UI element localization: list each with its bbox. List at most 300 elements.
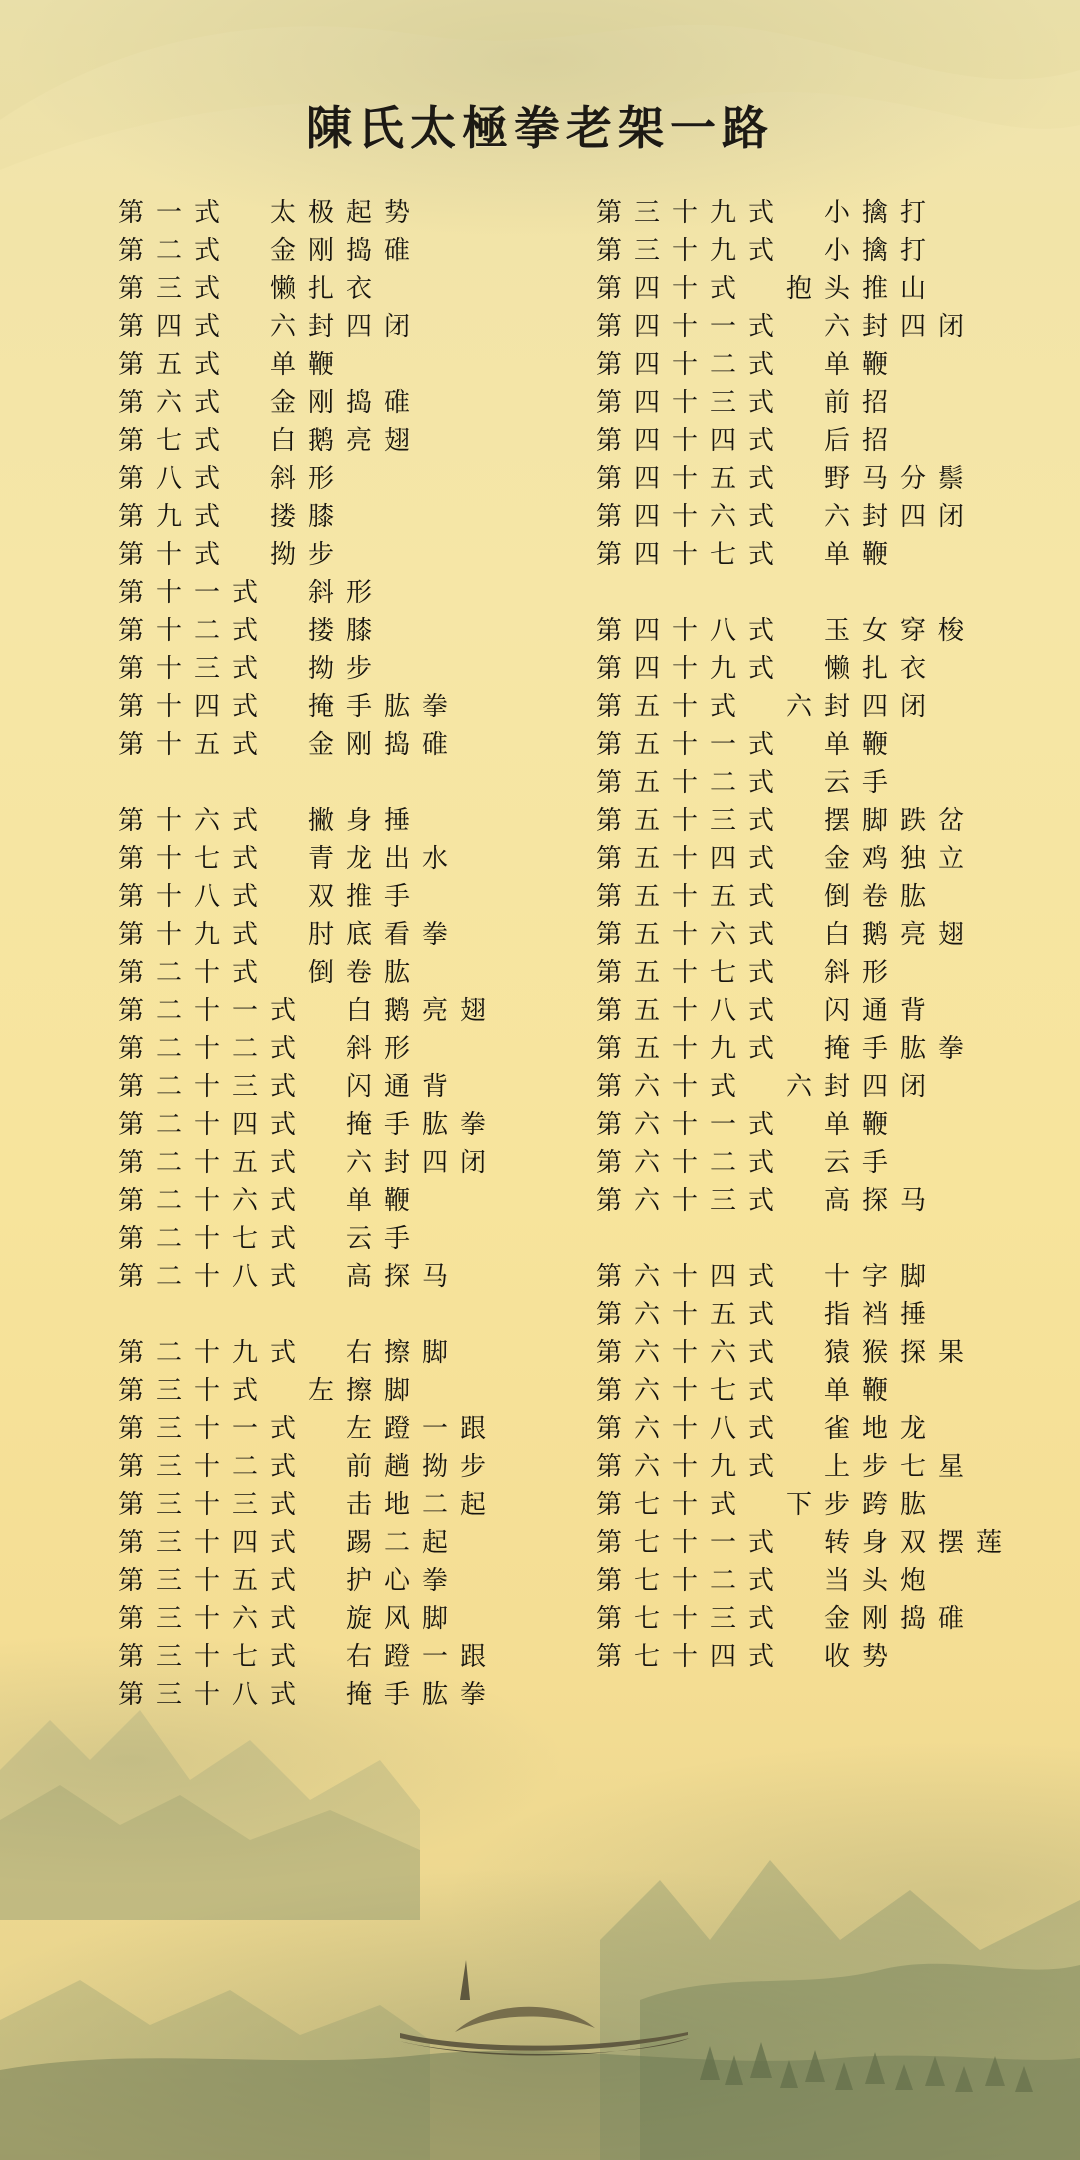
glyph: 卷 (345, 958, 372, 988)
glyph: 第 (595, 692, 622, 722)
glyph: 转 (823, 1528, 850, 1558)
form-list-item (112, 1036, 532, 1074)
glyph: 肱 (421, 1680, 448, 1710)
glyph: 第 (595, 540, 622, 570)
glyph: 式 (193, 274, 220, 304)
glyph: 撇 (307, 806, 334, 836)
glyph: 式 (231, 654, 258, 684)
glyph: 招 (861, 426, 888, 456)
glyph: 五 (231, 1566, 258, 1596)
glyph: 鞭 (307, 350, 334, 380)
glyph (226, 428, 264, 454)
glyph: 五 (155, 350, 182, 380)
glyph: 四 (633, 350, 660, 380)
glyph: 式 (747, 1110, 774, 1140)
glyph: 脚 (421, 1338, 448, 1368)
glyph: 第 (595, 1110, 622, 1140)
glyph: 十 (193, 1452, 220, 1482)
glyph: 十 (671, 426, 698, 456)
glyph: 式 (747, 350, 774, 380)
glyph (780, 656, 818, 682)
glyph: 五 (633, 692, 660, 722)
glyph: 式 (269, 1680, 296, 1710)
glyph: 八 (155, 464, 182, 494)
glyph: 四 (899, 312, 926, 342)
glyph (226, 466, 264, 492)
form-list-item (112, 580, 532, 618)
glyph: 十 (193, 1148, 220, 1178)
glyph: 斜 (823, 958, 850, 988)
glyph: 十 (671, 1110, 698, 1140)
glyph: 式 (269, 1490, 296, 1520)
glyph: 七 (709, 1376, 736, 1406)
glyph: 跟 (459, 1414, 486, 1444)
glyph: 一 (421, 1414, 448, 1444)
glyph: 脚 (899, 1262, 926, 1292)
glyph: 式 (269, 1186, 296, 1216)
glyph: 第 (117, 1642, 144, 1672)
glyph: 式 (193, 312, 220, 342)
glyph: 式 (231, 730, 258, 760)
glyph: 第 (595, 1566, 622, 1596)
form-list-item (112, 466, 532, 504)
glyph (780, 884, 818, 910)
glyph: 十 (671, 1300, 698, 1330)
glyph: 二 (155, 958, 182, 988)
glyph (780, 1530, 818, 1556)
glyph: 十 (193, 1110, 220, 1140)
glyph: 推 (345, 882, 372, 912)
glyph: 第 (595, 350, 622, 380)
glyph: 五 (709, 882, 736, 912)
form-list-item (112, 884, 532, 922)
form-list-item (590, 1112, 1030, 1150)
glyph: 鞭 (861, 1376, 888, 1406)
glyph: 式 (193, 198, 220, 228)
glyph: 十 (671, 388, 698, 418)
glyph: 式 (747, 616, 774, 646)
glyph (302, 1226, 340, 1252)
glyph: 第 (595, 654, 622, 684)
glyph: 闭 (899, 1072, 926, 1102)
glyph: 二 (709, 768, 736, 798)
glyph: 跌 (899, 806, 926, 836)
glyph: 果 (937, 1338, 964, 1368)
glyph: 炮 (899, 1566, 926, 1596)
glyph: 第 (117, 236, 144, 266)
glyph: 斜 (345, 1034, 372, 1064)
glyph: 山 (899, 274, 926, 304)
form-list-item (590, 238, 1030, 276)
glyph: 鹅 (383, 996, 410, 1026)
glyph: 式 (269, 1642, 296, 1672)
glyph: 式 (747, 1376, 774, 1406)
form-list-item (112, 922, 532, 960)
glyph: 七 (231, 1642, 258, 1672)
glyph: 六 (709, 1338, 736, 1368)
glyph: 十 (671, 1338, 698, 1368)
form-list-item (112, 352, 532, 390)
form-list-item (112, 1340, 532, 1378)
glyph: 三 (709, 806, 736, 836)
glyph (742, 1492, 780, 1518)
glyph (780, 466, 818, 492)
glyph: 懒 (269, 274, 296, 304)
glyph: 式 (747, 198, 774, 228)
glyph: 第 (595, 1376, 622, 1406)
glyph: 式 (709, 1490, 736, 1520)
glyph: 鞭 (861, 540, 888, 570)
glyph: 五 (633, 844, 660, 874)
glyph: 六 (709, 502, 736, 532)
glyph: 十 (671, 882, 698, 912)
glyph: 五 (633, 730, 660, 760)
glyph: 一 (421, 1642, 448, 1672)
glyph: 第 (595, 502, 622, 532)
glyph: 马 (861, 464, 888, 494)
glyph: 式 (747, 882, 774, 912)
glyph: 探 (861, 1186, 888, 1216)
glyph: 第 (595, 312, 622, 342)
glyph (264, 922, 302, 948)
form-list-item (112, 1416, 532, 1454)
glyph: 翅 (937, 920, 964, 950)
glyph: 十 (671, 464, 698, 494)
glyph: 十 (155, 616, 182, 646)
glyph: 十 (155, 730, 182, 760)
glyph: 十 (193, 1338, 220, 1368)
form-list-item (112, 1150, 532, 1188)
glyph: 八 (231, 1262, 258, 1292)
glyph: 三 (155, 1528, 182, 1558)
glyph: 十 (155, 692, 182, 722)
form-list-item (590, 656, 1030, 694)
glyph: 猴 (861, 1338, 888, 1368)
glyph: 式 (747, 806, 774, 836)
glyph: 闪 (823, 996, 850, 1026)
glyph: 八 (709, 616, 736, 646)
form-list-item (590, 808, 1030, 846)
form-list-item (590, 1340, 1030, 1378)
glyph: 击 (345, 1490, 372, 1520)
glyph: 第 (595, 730, 622, 760)
glyph (302, 1492, 340, 1518)
glyph: 十 (193, 1186, 220, 1216)
glyph: 十 (671, 996, 698, 1026)
form-list-item (590, 770, 1030, 808)
glyph: 十 (671, 1262, 698, 1292)
glyph: 双 (307, 882, 334, 912)
form-list-item (590, 314, 1030, 352)
glyph: 四 (861, 692, 888, 722)
glyph: 式 (747, 920, 774, 950)
glyph: 鞭 (861, 350, 888, 380)
glyph: 前 (823, 388, 850, 418)
form-list-item (590, 428, 1030, 466)
glyph (302, 1568, 340, 1594)
glyph (780, 1416, 818, 1442)
glyph: 探 (899, 1338, 926, 1368)
glyph: 第 (117, 1604, 144, 1634)
form-list-item (590, 1378, 1030, 1416)
glyph: 十 (193, 1414, 220, 1444)
glyph: 第 (595, 844, 622, 874)
form-list-item (590, 732, 1030, 770)
glyph (780, 1112, 818, 1138)
glyph: 鞭 (861, 1110, 888, 1140)
glyph: 第 (117, 312, 144, 342)
glyph: 三 (155, 274, 182, 304)
glyph: 肱 (421, 1110, 448, 1140)
glyph: 趟 (383, 1452, 410, 1482)
glyph: 拗 (269, 540, 296, 570)
glyph: 式 (747, 1300, 774, 1330)
glyph (226, 314, 264, 340)
glyph: 单 (823, 1376, 850, 1406)
glyph: 梭 (937, 616, 964, 646)
glyph: 金 (269, 236, 296, 266)
form-list-item (112, 808, 532, 846)
glyph: 鹅 (307, 426, 334, 456)
glyph: 二 (383, 1528, 410, 1558)
glyph: 式 (747, 464, 774, 494)
glyph: 十 (671, 844, 698, 874)
glyph: 六 (633, 1300, 660, 1330)
glyph: 二 (421, 1490, 448, 1520)
form-list-item (112, 1492, 532, 1530)
glyph (226, 390, 264, 416)
glyph: 三 (155, 1566, 182, 1596)
glyph: 三 (709, 388, 736, 418)
glyph: 第 (595, 1414, 622, 1444)
glyph: 云 (823, 1148, 850, 1178)
glyph (780, 1302, 818, 1328)
form-list-item (112, 694, 532, 732)
glyph: 三 (231, 1490, 258, 1520)
glyph: 五 (633, 920, 660, 950)
glyph: 右 (345, 1642, 372, 1672)
glyph: 式 (193, 540, 220, 570)
glyph (780, 542, 818, 568)
form-list-item (112, 846, 532, 884)
glyph: 第 (117, 388, 144, 418)
glyph: 七 (633, 1566, 660, 1596)
glyph: 十 (823, 1262, 850, 1292)
glyph: 式 (747, 996, 774, 1026)
glyph (780, 1150, 818, 1176)
glyph: 擦 (383, 1338, 410, 1368)
glyph: 三 (155, 1376, 182, 1406)
glyph: 收 (823, 1642, 850, 1672)
glyph: 三 (155, 1414, 182, 1444)
glyph: 打 (899, 236, 926, 266)
glyph: 卷 (861, 882, 888, 912)
glyph: 势 (383, 198, 410, 228)
glyph: 十 (671, 1642, 698, 1672)
glyph: 第 (117, 1186, 144, 1216)
glyph: 九 (709, 1034, 736, 1064)
glyph: 式 (231, 616, 258, 646)
glyph: 第 (595, 1642, 622, 1672)
glyph: 五 (633, 768, 660, 798)
glyph: 六 (633, 1338, 660, 1368)
glyph: 式 (747, 1414, 774, 1444)
glyph: 式 (193, 236, 220, 266)
list-spacer (112, 770, 532, 808)
glyph: 右 (345, 1338, 372, 1368)
glyph: 式 (231, 1376, 258, 1406)
glyph: 八 (231, 1680, 258, 1710)
glyph: 十 (193, 1680, 220, 1710)
glyph: 第 (595, 768, 622, 798)
glyph: 手 (383, 1224, 410, 1254)
form-list-item (590, 1454, 1030, 1492)
glyph: 九 (155, 502, 182, 532)
glyph: 马 (899, 1186, 926, 1216)
glyph: 十 (671, 1072, 698, 1102)
glyph: 第 (595, 1604, 622, 1634)
glyph (226, 238, 264, 264)
glyph (226, 276, 264, 302)
glyph: 第 (595, 1186, 622, 1216)
glyph: 单 (269, 350, 296, 380)
glyph: 式 (231, 806, 258, 836)
glyph: 肱 (899, 882, 926, 912)
glyph: 式 (269, 1604, 296, 1634)
glyph: 十 (671, 502, 698, 532)
glyph: 肱 (383, 692, 410, 722)
glyph: 七 (633, 1490, 660, 1520)
glyph: 探 (383, 1262, 410, 1292)
glyph: 十 (671, 1034, 698, 1064)
glyph: 衣 (345, 274, 372, 304)
glyph: 式 (747, 1566, 774, 1596)
glyph: 一 (231, 996, 258, 1026)
glyph: 四 (633, 502, 660, 532)
glyph (780, 428, 818, 454)
glyph: 四 (193, 692, 220, 722)
glyph: 第 (117, 616, 144, 646)
glyph: 女 (861, 616, 888, 646)
glyph: 第 (595, 274, 622, 304)
form-list-item (112, 1644, 532, 1682)
glyph: 白 (823, 920, 850, 950)
glyph: 双 (899, 1528, 926, 1558)
form-list-item (590, 1036, 1030, 1074)
glyph: 形 (307, 464, 334, 494)
glyph: 封 (861, 502, 888, 532)
form-list-item (590, 998, 1030, 1036)
glyph: 三 (155, 1680, 182, 1710)
form-list-item (590, 1492, 1030, 1530)
glyph: 第 (117, 1528, 144, 1558)
glyph: 碓 (937, 1604, 964, 1634)
glyph: 二 (709, 1566, 736, 1596)
glyph: 掩 (307, 692, 334, 722)
glyph: 式 (747, 1034, 774, 1064)
form-list-item (112, 960, 532, 998)
glyph: 二 (155, 1338, 182, 1368)
glyph: 步 (307, 540, 334, 570)
glyph: 第 (117, 1490, 144, 1520)
glyph: 鞭 (861, 730, 888, 760)
glyph: 第 (595, 1490, 622, 1520)
glyph: 第 (117, 958, 144, 988)
glyph: 第 (595, 464, 622, 494)
glyph: 一 (709, 730, 736, 760)
glyph: 倒 (823, 882, 850, 912)
glyph: 式 (747, 958, 774, 988)
glyph: 第 (117, 426, 144, 456)
glyph: 五 (709, 1300, 736, 1330)
list-spacer (590, 1226, 1030, 1264)
glyph (780, 1188, 818, 1214)
form-list-item (112, 1226, 532, 1264)
glyph: 打 (899, 198, 926, 228)
glyph: 闭 (937, 312, 964, 342)
glyph: 风 (383, 1604, 410, 1634)
form-list-item (112, 200, 532, 238)
glyph: 四 (861, 1072, 888, 1102)
glyph: 马 (421, 1262, 448, 1292)
glyph: 手 (383, 882, 410, 912)
form-list-item (590, 884, 1030, 922)
glyph: 第 (117, 1452, 144, 1482)
glyph: 三 (709, 1186, 736, 1216)
list-spacer (590, 580, 1030, 618)
glyph: 白 (269, 426, 296, 456)
glyph: 六 (633, 1262, 660, 1292)
glyph: 碓 (383, 236, 410, 266)
glyph: 七 (709, 958, 736, 988)
glyph: 五 (231, 1148, 258, 1178)
glyph: 五 (709, 464, 736, 494)
glyph: 式 (747, 654, 774, 684)
glyph: 脚 (421, 1604, 448, 1634)
glyph (264, 884, 302, 910)
glyph: 拳 (459, 1110, 486, 1140)
glyph: 鞭 (383, 1186, 410, 1216)
glyph: 十 (155, 844, 182, 874)
glyph: 手 (383, 1680, 410, 1710)
glyph: 七 (155, 426, 182, 456)
glyph (780, 808, 818, 834)
glyph: 第 (117, 1034, 144, 1064)
glyph: 上 (823, 1452, 850, 1482)
glyph (780, 732, 818, 758)
glyph: 碓 (421, 730, 448, 760)
glyph (780, 390, 818, 416)
glyph (302, 998, 340, 1024)
glyph: 九 (709, 654, 736, 684)
glyph: 式 (231, 844, 258, 874)
glyph: 二 (155, 1224, 182, 1254)
form-list-item (590, 618, 1030, 656)
glyph: 第 (595, 958, 622, 988)
glyph: 二 (155, 1148, 182, 1178)
glyph: 第 (117, 996, 144, 1026)
glyph: 穿 (899, 616, 926, 646)
glyph: 招 (861, 388, 888, 418)
glyph: 鬃 (937, 464, 964, 494)
glyph (264, 732, 302, 758)
form-list-item (590, 466, 1030, 504)
glyph: 单 (823, 350, 850, 380)
form-list-item (590, 1188, 1030, 1226)
glyph (264, 1378, 302, 1404)
glyph: 第 (117, 692, 144, 722)
glyph: 手 (861, 1148, 888, 1178)
